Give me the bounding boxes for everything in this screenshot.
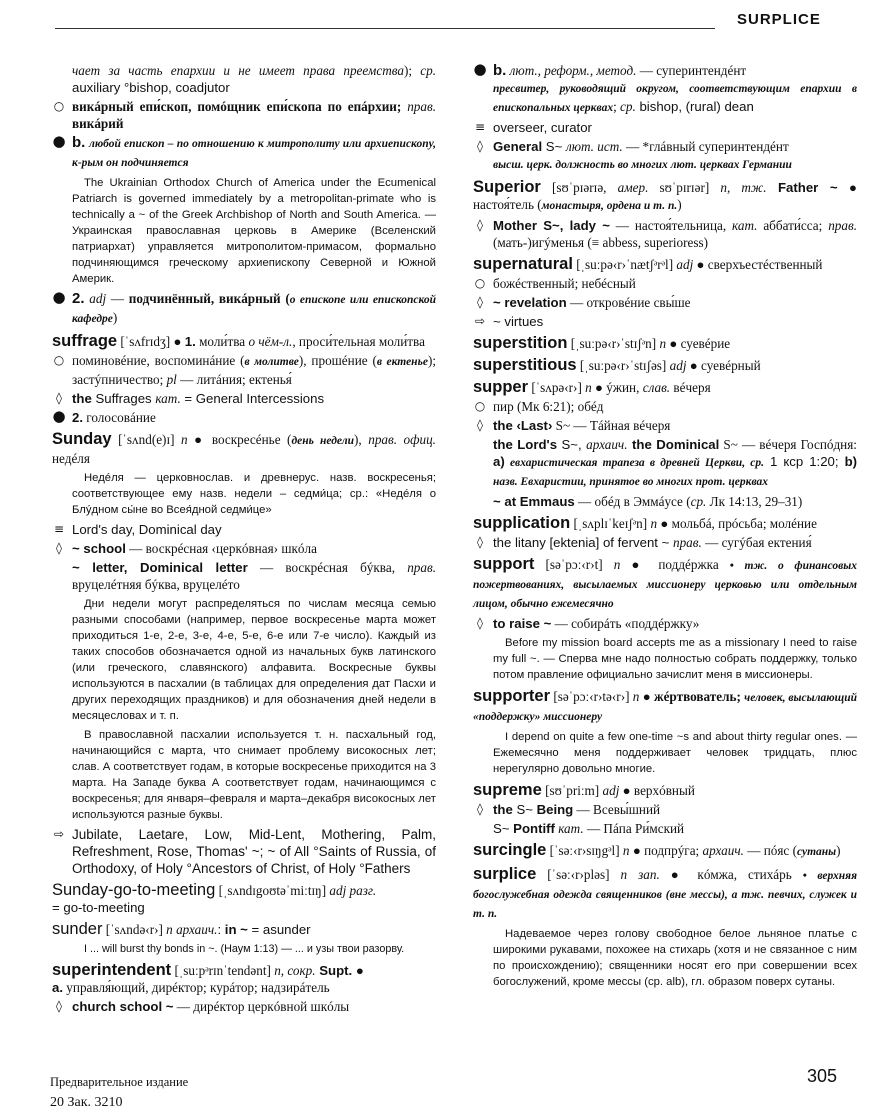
diamond-marker-icon: ◊ [56,541,62,555]
entry-superintendent: superintendent [ˌsuːpᵊrɪnˈtendənt] n, сокр. Supt. ● a. управля́ющий, дирéктор; курáтор; надзирáтель [52,961,364,995]
diamond-marker-icon: ◊ [477,802,483,816]
phrase-lords-supper: the Lord's S~, архаич. the Dominical S~ — вéчеря Госпóдня: a) евхаристическая трапеза в древней Церкви, ср. 1 кср 1:20; b) назв. Евхаристии, принятое во многих прот. церквах [493,437,858,488]
equiv-marker-icon: ≡ [474,120,486,134]
header-rule [55,28,715,29]
footer-edition: Предварительное издание [50,1075,189,1089]
sense-circle: ○ пир (Мк 6:21); обéд [474,399,604,414]
usage-note: The Ukrainian Orthodox Church of America under the Ecumenical Patriarch is governed immediately by a metropolitan-primate who is technically a ~ of the Greek Archbishop of North and South America. — Украинская православная церковь в Америке (Вселенский патриархат) управляется митрополитом-примасом, формально подчиняющимся греческому архиепископу Северной и Южной Америк. [72,177,436,285]
diamond-marker-icon: ◊ [477,139,483,153]
sense-circle: ○ викáрный епи́скоп, помóщник епи́скопа по епáрхии; прав. викáрий [53,99,436,131]
sense-2: ● 2. голосовáние [52,407,156,425]
equivalents: ≡ Lord's day, Dominical day [53,522,222,537]
running-head: SURPLICE [737,11,821,28]
circle-marker-icon: ○ [474,276,486,290]
phrase-mother-superior: ◊ Mother S~, lady ~ — настоя́тельница, кат. аббати́сса; прав. (мать-)игýменья (≡ abbess, superioress) [493,217,857,251]
left-column [52,62,437,1017]
usage-note: I depend on quite a few one-time ~s and about thirty regular ones. — Ежемесячно меня поддерживает человек тридцать, плюс нерегулярно довольно многие. [493,731,857,775]
phrase-church-school: ◊ church school ~ — дирéктор церкóвной шкóлы [72,998,436,1015]
entry-support: support [səˈpɔː‹r›t] n ● поддéржка • тж. о финансовых пожертвованиях, высылаемых миссионеру церковью или отдельным лицом, обычно ежемесячно [473,555,857,610]
phrase-litany: ◊ the litany [ektenia] of fervent ~ прав. — сугýбая ектения́ [493,534,857,551]
circle-marker-icon: ○ [474,399,486,413]
entry-superior: Superior [sʊˈpɪərɪə, амер. sʊˈpɪrɪər] n, тж. Father ~ ● настоя́тель (монастыря, ордена и т. п.) [473,178,857,212]
entry-sunday: Sunday [ˈsʌnd(e)ɪ] n ● воскресéнье (день недели), прав. офиц. недéля [52,430,436,466]
footer-order-number: 20 Зак. 3210 [50,1095,123,1110]
diamond-marker-icon: ◊ [477,535,483,549]
usage-note: Дни недели могут распределяться по числам месяца семью разными способами (например, первое воскресенье марта может приходиться 1-е, 2-е, 3-е, 4-е, 5-е, 6-е или 7-е число). Каждый из таких способов обозначается одной из начальных букв латинского (или греческого, славянского) алфавита. Воскресные буквы используются в пасхалии (в таблицах для определения дат Пасхи и других переходящих праздников) и для обозначения дней недели в месяцесловах и т. п. [72,598,436,722]
entry-superstition: superstition [ˌsuːpə‹r›ˈstɪʃᵊn] n ● суевéрие [473,334,731,352]
entry-continuation: чает за часть епархии и не имеет права преемства); ср. auxiliary °bishop, coadjutor [72,63,436,95]
phrase-supreme-being: ◊ the S~ Being — Всевы́шний [493,801,857,818]
phrase-letter: ~ letter, Dominical letter — воскрéсная бýква, прав. вруцелéтняя бýква, вруцелéто [72,560,436,592]
diamond-marker-icon: ◊ [477,295,483,309]
sense-circle: ○ поминовéние, воспоминáние (в молитве), прошéние (в ектенье); застýпничество; pl — литáния; ектенья́ [53,353,436,387]
phrase-suffrages: ◊ the Suffrages кат. = General Intercessions [72,390,436,407]
usage-note: Надеваемое через голову свободное белое льняное платье с широкими рукавами, похожее на стихарь (хотя и не связанное с ним по происхождению); священники носят его при совершении всех богослужений, кроме мессы (ср. alb), гл. образом поверх сутаны. [493,928,857,988]
usage-note: В православной пасхалии используется т. н. пасхальный год, начинающийся с марта, что снимает проблему високосных лет; слав. А соответствует годам, в которые воскресенье приходится на 3 марта. На Западе буква А соответствует годам, начинающимся с воскресенья; для января–февраля и марта–декабря високосных лет используются разные буквы. [72,729,436,821]
entry-supporter: supporter [səˈpɔː‹r›tə‹r›] n ● жéртвователь; человек, высылающий «поддержку» миссионеру [473,687,857,723]
entry-suffrage: suffrage [ˈsʌfrɪdʒ] ● 1. моли́тва о чём-л., проси́тельная моли́тва [52,332,425,350]
entry-supreme: supreme [sʊˈpriːm] adj ● верхóвный [473,781,695,799]
entry-supplication: supplication [ˌsʌplɪˈkeɪʃᵊn] n ● мольбá, прóсьба; молéние [473,514,817,532]
see-also: ⇨ ~ virtues [474,314,544,329]
usage-note: Недéля — церковнослав. и древнерус. назв. воскресенья; соответствующее ему назв. недели – седми́ца; ср.: «Недéля о Блýдном сы́не во Всея́дной седми́це» [72,472,436,516]
see-also: ⇨ Jubilate, Laetare, Low, Mid-Lent, Mothering, Palm, Refreshment, Rose, Thomas' ~; ~ of All °Saints of Russia, of Orthodoxy, of Holy °Ancestors of Christ, of Holy °Fathers [53,827,436,876]
diamond-marker-icon: ◊ [477,218,483,232]
sense-circle: ○ божéственный; небéсный [474,276,636,291]
bullet-marker-icon: ● [52,288,66,306]
usage-note: Before my mission board accepts me as a missionary I need to raise my full ~. — Сперва мне надо полностью собрать поддержку, только потом правление официально зачислит меня в миссионеры. [493,637,857,681]
entry-superstitious: superstitious [ˌsuːpə‹r›ˈstɪʃəs] adj ● суевéрный [473,356,761,374]
entry-supernatural: supernatural [ˌsuːpə‹r›ˈnætʃᵊrᵊl] adj ● сверхъестéственный [473,255,823,273]
sense-b: ● b. лют., реформ., метод. — суперинтендéнт пресвитер, руководящий округом, соответствующим епархии в епископальных церквах; ср. bishop, (rural) dean [473,60,857,114]
phrase-emmaus: ~ at Emmaus — обéд в Эммáусе (ср. Лк 14:13, 29–31) [493,494,803,509]
phrase-general: ◊ General S~ лют. ист. — *глáвный суперинтендéнт высш. церк. должность во многих лют. церквах Германии [493,138,857,174]
diamond-marker-icon: ◊ [477,418,483,432]
page-number: 305 [807,1066,838,1086]
entry-sunday-go-to-meeting: Sunday-go-to-meeting [ˌsʌndɪgoʊtəˈmiːtɪŋ] adj разг. = go-to-meeting [52,881,377,915]
equiv-marker-icon: ≡ [53,522,65,536]
entry-supper: supper [ˈsʌpə‹r›] n ● ýжин, слав. вéчеря [473,378,711,396]
entry-surplice: surplice [ˈsəː‹r›pləs] n зап. ● кóмжа, стихáрь • верхняя богослужебная одежда священников (вне мессы), а тж. певчих, служек и т. п. [473,865,857,920]
entry-surcingle: surcingle [ˈsəː‹r›sɪŋgᵊl] n ● подпрýга; архаич. — пóяс (сутаны) [473,841,841,859]
diamond-marker-icon: ◊ [477,616,483,630]
phrase-revelation: ◊ ~ revelation — откровéние свы́ше [493,294,857,311]
sense-b: ● b. любой епископ – по отношению к митрополиту или архиепископу, к-рым он подчиняется [52,132,436,169]
bullet-marker-icon: ● [52,132,66,150]
phrase-supreme-pontiff: S~ Pontiff кат. — Пáпа Ри́мский [493,821,685,836]
phrase-last-supper: ◊ the ‹Last› S~ — Тáйная вéчеря [493,417,857,434]
sense-2-adj: ● 2. adj — подчинённый, викáрный (о епископе или епископской кафедре) [52,288,437,325]
phrase-raise-support: ◊ to raise ~ — собирáть «поддéржку» [493,615,857,632]
diamond-marker-icon: ◊ [56,999,62,1013]
bullet-marker-icon: ● [473,60,487,78]
right-column [473,60,858,993]
entry-sunder: sunder [ˈsʌndə‹r›] n архаич.: in ~ = asunder [52,920,311,938]
equivalents: ≡ overseer, curator [474,120,592,135]
circle-marker-icon: ○ [53,99,65,113]
arrow-marker-icon: ⇨ [53,827,65,841]
bullet-marker-icon: ● [52,407,66,425]
circle-marker-icon: ○ [53,353,65,367]
usage-note: I ... will burst thy bonds in ~. (Наум 1:13) — ... и узы твои разорву. [84,943,405,955]
phrase-school: ◊ ~ school — воскрéсная ‹церкóвная› шкóла [72,540,436,557]
diamond-marker-icon: ◊ [56,391,62,405]
arrow-marker-icon: ⇨ [474,314,486,328]
